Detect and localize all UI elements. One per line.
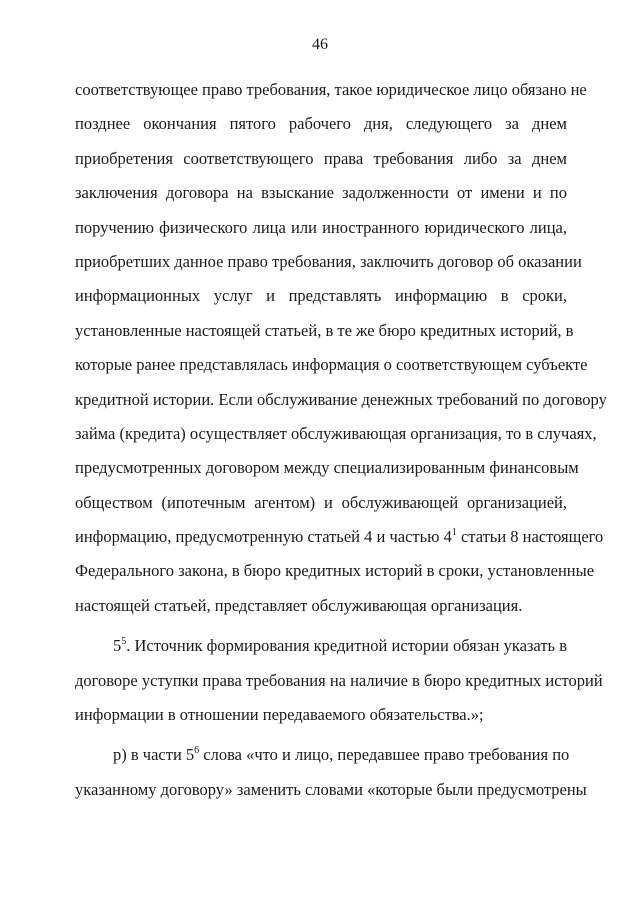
text-line: информации в отношении передаваемого обязательства.»; xyxy=(75,705,484,725)
text-line: Федерального закона, в бюро кредитных историй в сроки, установленные xyxy=(75,561,595,581)
superscript: 6 xyxy=(194,744,200,756)
paragraph-2 xyxy=(75,629,603,732)
text-line: предусмотренных договором между специализированным финансовым xyxy=(75,458,579,478)
text-line-with-superscript xyxy=(75,629,567,663)
text-fragment: статьи 8 настоящего xyxy=(456,527,604,547)
text-line-with-superscript xyxy=(75,520,604,554)
superscript: 1 xyxy=(451,526,457,538)
paragraph-1 xyxy=(75,73,607,623)
text-line: приобретших данное право требования, заключить договор об оказании xyxy=(75,251,582,271)
text-line: заключения договора на взыскание задолженности от имени и по xyxy=(75,183,567,203)
text-line: займа (кредита) осуществляет обслуживающая организация, то в случаях, xyxy=(75,423,597,443)
text-line-with-superscript xyxy=(75,738,570,772)
text-line: установленные настоящей статьей, в те же бюро кредитных историй, в xyxy=(75,320,574,340)
page-number: 46 xyxy=(312,36,328,53)
text-line: указанному договору» заменить словами «которые были предусмотрены xyxy=(75,779,587,799)
text-line: соответствующее право требования, такое юридическое лицо обязано не xyxy=(75,80,587,99)
text-line: обществом (ипотечным агентом) и обслуживающей организацией, xyxy=(75,492,567,512)
text-line: приобретения соответствующего права требования либо за днем xyxy=(75,148,567,168)
text-fragment: р) в части 5 xyxy=(113,745,195,765)
text-fragment: информацию, предусмотренную статьей 4 и частью 4 xyxy=(75,527,452,547)
text-line: позднее окончания пятого рабочего дня, следующего за днем xyxy=(75,114,567,134)
text-fragment: слова «что и лицо, передавшее право требования по xyxy=(199,745,570,765)
text-line: информационных услуг и представлять информацию в сроки, xyxy=(75,286,567,306)
text-line: настоящей статьей, представляет обслуживающая организация. xyxy=(75,595,523,615)
paragraph-3 xyxy=(75,738,587,807)
text-line: которые ранее представлялась информация о соответствующем субъекте xyxy=(75,355,588,375)
document-body xyxy=(75,73,607,807)
text-fragment: . Источник формирования кредитной истории обязан указать в xyxy=(126,636,567,656)
text-line: кредитной истории. Если обслуживание денежных требований по договору xyxy=(75,389,607,409)
superscript: 5 xyxy=(121,635,127,647)
text-line: поручению физического лица или иностранного юридического лица, xyxy=(75,217,567,237)
text-line: договоре уступки права требования на наличие в бюро кредитных историй xyxy=(75,670,603,690)
text-fragment: 5 xyxy=(113,636,122,656)
